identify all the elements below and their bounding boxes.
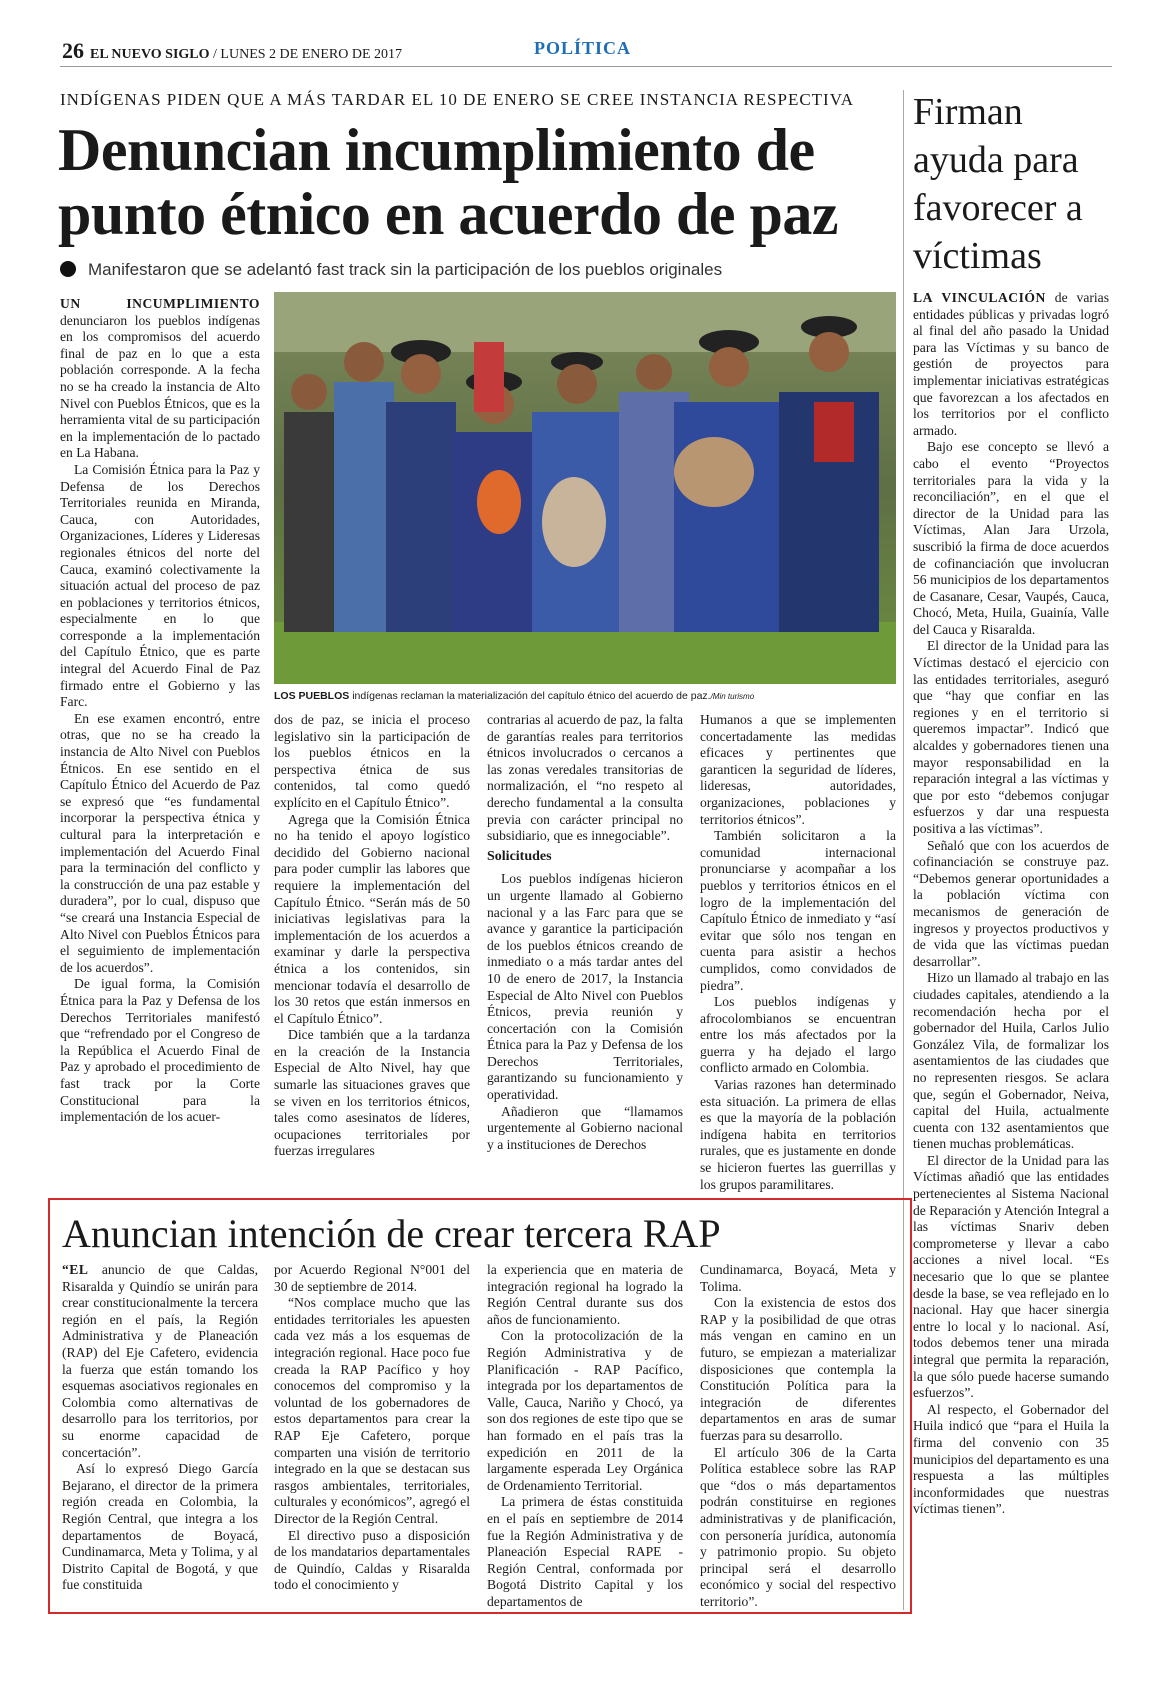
- paragraph: En ese examen encontró, entre otras, que no se ha creado la instancia de Alto Nivel con Pueblos Étnicos. En ese sentido en el Capítulo Étnico del Acuerdo de Paz se expresó que “es fundamental incorporar la perspectiva étnica y cultural para la interpretación e implementación del Acuerdo Final para la terminación del conflicto y la construcción de una paz estable y duradera”, por lo cual, dispuso que “se creará una Instancia Especial de Alto Nivel con Pueblos Étnicos para el seguimiento de implementación de los acuerdos”.: [60, 710, 260, 975]
- rap-col-3: [487, 1262, 683, 1610]
- paragraph: por Acuerdo Regional N°001 del 30 de septiembre de 2014.: [274, 1262, 470, 1294]
- paragraph: Agrega que la Comisión Étnica no ha tenido el apoyo logístico decidido del Gobierno nacional para poder cumplir las labores que requiere la implementación del Capítulo Étnico. “Serán más de 50 iniciativas legislativas para la implementación de los acuerdos a examinar y darle la perspectiva étnica a los contenidos, sin mencionar todavía el desarrollo de los 30 retos que están inmersos en el Capítulo Étnico”.: [274, 811, 470, 1026]
- main-col-3: [487, 712, 683, 1153]
- bullet-icon: [60, 261, 76, 277]
- issue-date: / LUNES 2 DE ENERO DE 2017: [213, 47, 403, 62]
- paragraph: Los pueblos indígenas y afrocolombianos se encuentran entre los más afectados por la guerra y ha dejado el largo conflicto armado en Colombia.: [700, 994, 896, 1076]
- article-kicker: INDÍGENAS PIDEN QUE A MÁS TARDAR EL 10 DE ENERO SE CREE INSTANCIA RESPECTIVA: [60, 90, 855, 109]
- paragraph: la experiencia que en materia de integración regional ha logrado la Región Central durante sus dos años de funcionamiento.: [487, 1262, 683, 1327]
- paragraph: denunciaron los pueblos indígenas en los compromisos del acuerdo final de paz en lo que a esta población corresponde. A la fecha no se ha creado la instancia de Alto Nivel con Pueblos Étnicos, que es la herramienta vital de su participación en la implementación de lo pactado en La Habana.: [60, 312, 260, 461]
- subheadline-text: Manifestaron que se adelantó fast track sin la participación de los pueblos originales: [88, 260, 723, 279]
- paragraph: dos de paz, se inicia el proceso legislativo sin la participación de los pueblos étnicos en la perspectiva étnica de sus contenidos, tal como quedó explícito en el Capítulo Étnico”.: [274, 712, 470, 810]
- paragraph: de varias entidades públicas y privadas logró al final del año pasado la Unidad para las Víctimas y su banco de gestión de proyectos para implementar iniciativas estratégicas que favorezcan a los afectados en los territorios por el conflicto armado.: [913, 290, 1110, 438]
- paragraph: La Comisión Étnica para la Paz y Defensa de los Derechos Territoriales reunida en Miranda, Cauca, con Autoridades, Organizaciones, Líderes y Lideresas regionales étnicos del norte del Cauca, examinó colectivamente la situación actual del proceso de paz en poblaciones y territorios étnicos, especialmente en lo que corresponde a la implementación del Capítulo Étnico, que es parte integral del Acuerdo Final de Paz firmado entre el Gobierno y las Farc.: [60, 461, 260, 710]
- paragraph: Hizo un llamado al trabajo en las ciudades capitales, atendiendo a la recomendación hecha por el gobernador del Huila, Carlos Julio González Vila, de formalizar los asentamientos de las ciudades que no representen riesgos. Se aclara que, según el Gobernador, Neiva, capital del Huila, actualmente cuenta con 132 asentamientos que tienen muchas problemáticas.: [913, 970, 1109, 1152]
- paragraph: El artículo 306 de la Carta Política establece sobre las RAP que “dos o más departamentos podrán constituirse en regiones administrativas y de planificación, con personería jurídica, autonomía y patrimonio propio. Su objeto principal será el desarrollo económico y social del respectivo territorio”.: [700, 1444, 896, 1609]
- paragraph: De igual forma, la Comisión Étnica para la Paz y Defensa de los Derechos Territoriales manifestó que “refrendado por el Congreso de la República el Acuerdo Final de Paz y aprobado el procedimiento de fast track por la Corte Constitucional para la implementación de los acuer-: [60, 976, 260, 1125]
- section-label: POLÍTICA: [533, 38, 631, 58]
- paragraph: Con la protocolización de la Región Administrativa y de Planificación - RAP Pacífico, integrada por los departamentos de Valle, Cauca, Nariño y Chocó, ya son dos regiones de este tipo que se han formado en el país tras la expedición en 2011 de la largamente esperada Ley Orgánica de Ordenamiento Territorial.: [487, 1328, 683, 1493]
- lead-in: UN INCUMPLIMIENTO: [60, 296, 260, 311]
- page-number: 26: [62, 38, 84, 63]
- photo-caption: [274, 690, 896, 702]
- paragraph: contrarias al acuerdo de paz, la falta de garantías reales para territorios étnicos involucrados o cercanos a las zonas veredales transitorias de normalización, el “no respeto al derecho fundamental a la consulta previa con carácter principal no subsidiario, que es innegociable”.: [487, 712, 683, 844]
- lead-in: LA VINCULACIÓN: [913, 290, 1046, 305]
- main-col-2: [274, 712, 470, 1160]
- article-photo: [274, 292, 896, 684]
- paragraph: “Nos complace mucho que las entidades territoriales les apuesten cada vez más a los esquemas de integración regional. Hace poco fue creada la RAP Pacífico y hoy conocemos del compromiso y la voluntad de los gobernadores de estos departamentos para crear la RAP Eje Cafetero, porque comparten una visión de territorio integrado en la que se destacan sus rasgos ambientales, territoriales, culturales y económicos”, agregó el Director de la Región Central.: [274, 1295, 470, 1526]
- caption-lead: LOS PUEBLOS: [274, 690, 350, 702]
- paragraph: Humanos a que se implementen concertadamente las medidas eficaces y pertinentes que garanticen la seguridad de líderes, lideresas, autoridades, organizaciones, poblaciones y territorios étnicos”.: [700, 712, 896, 827]
- paragraph: El director de la Unidad para las Víctimas añadió que las entidades pertenecientes al Sistema Nacional de Reparación y Atención Integral a las víctimas Snariv deben comprometerse y llevar a cabo acciones a nivel local. “Es necesario que lo que se plantee desde la base, se vea reflejado en lo nacional. Hay que hacer sinergia entre lo local y lo nacional. Así, todos debemos tener una mirada integral que permita la reparación, la que sólo puede hacerse sumando esfuerzos”.: [913, 1152, 1109, 1401]
- rap-col-1: [62, 1262, 258, 1594]
- paragraph: Los pueblos indígenas hicieron un urgente llamado al Gobierno nacional y a las Farc para que se avance y garantice la participación de los pueblos étnicos creando de inmediato o a más tardar antes del 10 de enero de 2017, la Instancia Especial de Alto Nivel con Pueblos Étnicos, previa reunión y concertación con la Comisión Étnica para la Paz y Defensa de los Derechos Territoriales, garantizando su funcionamiento y operatividad.: [487, 871, 683, 1103]
- rap-col-4: [700, 1262, 896, 1610]
- article-subheadline: [60, 260, 900, 280]
- paragraph: Al respecto, el Gobernador del Huila indicó que “para el Huila la firma del convenio con 35 municipios del departamento es una respuesta a las múltiples inconformidades que nuestras víctimas tienen”.: [913, 1401, 1109, 1517]
- paragraph: Dice también que a la tardanza en la creación de la Instancia Especial de Alto Nivel, hay que sumarle las situaciones graves que se viven en los territorios étnicos, tales como asesinatos de líderes, ocupaciones territoriales por fuerzas irregulares: [274, 1027, 470, 1159]
- paragraph: anuncio de que Caldas, Risaralda y Quindío se unirán para crear constitucionalmente la tercera región en el país, la Región Administrativa y de Planeación (RAP) del Eje Cafetero, evidencia la fuerza que están tomando los esquemas asociativos regionales en Colombia como alternativas de desarrollo para los territorios, por su enorme capacidad de concertación”.: [62, 1262, 258, 1460]
- paragraph: Con la existencia de estos dos RAP y la posibilidad de que otras más vengan en camino en un futuro, se empiezan a materializar disposiciones que contempla la Constitución Política para la integración de diferentes departamentos en aras de sumar fuerzas para su desarrollo.: [700, 1295, 896, 1443]
- lead-in: “EL: [62, 1262, 89, 1277]
- paragraph: Señaló que con los acuerdos de cofinanciación se construye paz. “Debemos generar oportunidades a la población víctima con mecanismos de generación de ingresos y proyectos productivos y de vida que las víctimas puedan desarrollar”.: [913, 837, 1109, 969]
- paragraph: También solicitaron a la comunidad internacional pronunciarse y acompañar a los pueblos y territorios étnicos en el logro de la implementación del Capítulo Étnico de inmediato y “así evitar que sólo nos tengan en cuenta para asistir a hechos cumplidos, como convidados de piedra”.: [700, 828, 896, 993]
- side-body: [913, 290, 1109, 1518]
- paragraph: Bajo ese concepto se llevó a cabo el evento “Proyectos territoriales para la vida y la reconciliación”, en el que el director de la Unidad para las Víctimas, Alan Jara Urzola, suscribió la firma de doce acuerdos de cofinanciación que involucran 56 municipios de los departamentos de Casanare, Cesar, Vaupés, Cauca, Chocó, Meta, Huila, Guainía, Valle del Cauca y Risaralda.: [913, 439, 1109, 637]
- side-headline: Firman ayuda para favorecer a víctimas: [913, 91, 1083, 277]
- subhead: Solicitudes: [487, 848, 552, 864]
- paragraph: El directivo puso a disposición de los mandatarios departamentales de Quindío, Caldas y Risaralda todo el conocimiento y: [274, 1527, 470, 1593]
- paragraph: La primera de éstas constituida en el país en septiembre de 2014 fue la Región Administrativa y de Planeación Especial RAPE - Región Central, conformada por Bogotá Distrito Capital y los departamentos de: [487, 1494, 683, 1609]
- paragraph: El director de la Unidad para las Víctimas destacó el ejercicio con las entidades territoriales, aseguró que “hay que confiar en las regiones y en el territorio si queremos impactar”. Indicó que alcaldes y gobernadores tienen una mayor responsabilidad en la reparación integral a las víctimas y que por esto “debemos conjugar esfuerzos y dar una respuesta positiva a las víctimas”.: [913, 638, 1109, 836]
- main-col-1: [60, 296, 260, 1126]
- header-rule: [60, 66, 1112, 67]
- caption-text: indígenas reclaman la materialización del capítulo étnico del acuerdo de paz.: [352, 690, 711, 702]
- rap-col-2: [274, 1262, 470, 1594]
- paragraph: Cundinamarca, Boyacá, Meta y Tolima.: [700, 1262, 896, 1294]
- paragraph: Añadieron que “llamamos urgentemente al Gobierno nacional y a instituciones de Derechos: [487, 1103, 683, 1152]
- newspaper-name: EL NUEVO SIGLO: [90, 47, 210, 62]
- main-col-4: [700, 712, 896, 1193]
- rap-headline: Anuncian intención de crear tercera RAP: [62, 1211, 721, 1256]
- photo-credit: /Min turismo: [710, 692, 755, 701]
- paragraph: Varias razones han determinado esta situación. La primera de ellas es que la mayoría de la población indígena habita en territorios rurales, que es justamente en donde se hicieron fuertes las guerrillas y los grupos paramilitares.: [700, 1077, 896, 1192]
- article-headline: Denuncian incumplimiento de punto étnico en acuerdo de paz: [58, 117, 838, 247]
- paragraph: Así lo expresó Diego García Bejarano, el director de la primera región creada en Colombia, la Región Central, que integra a los departamentos de Boyacá, Cundinamarca, Meta y Tolima, y al Distrito Capital de Bogotá, y que fue constituida: [62, 1461, 258, 1593]
